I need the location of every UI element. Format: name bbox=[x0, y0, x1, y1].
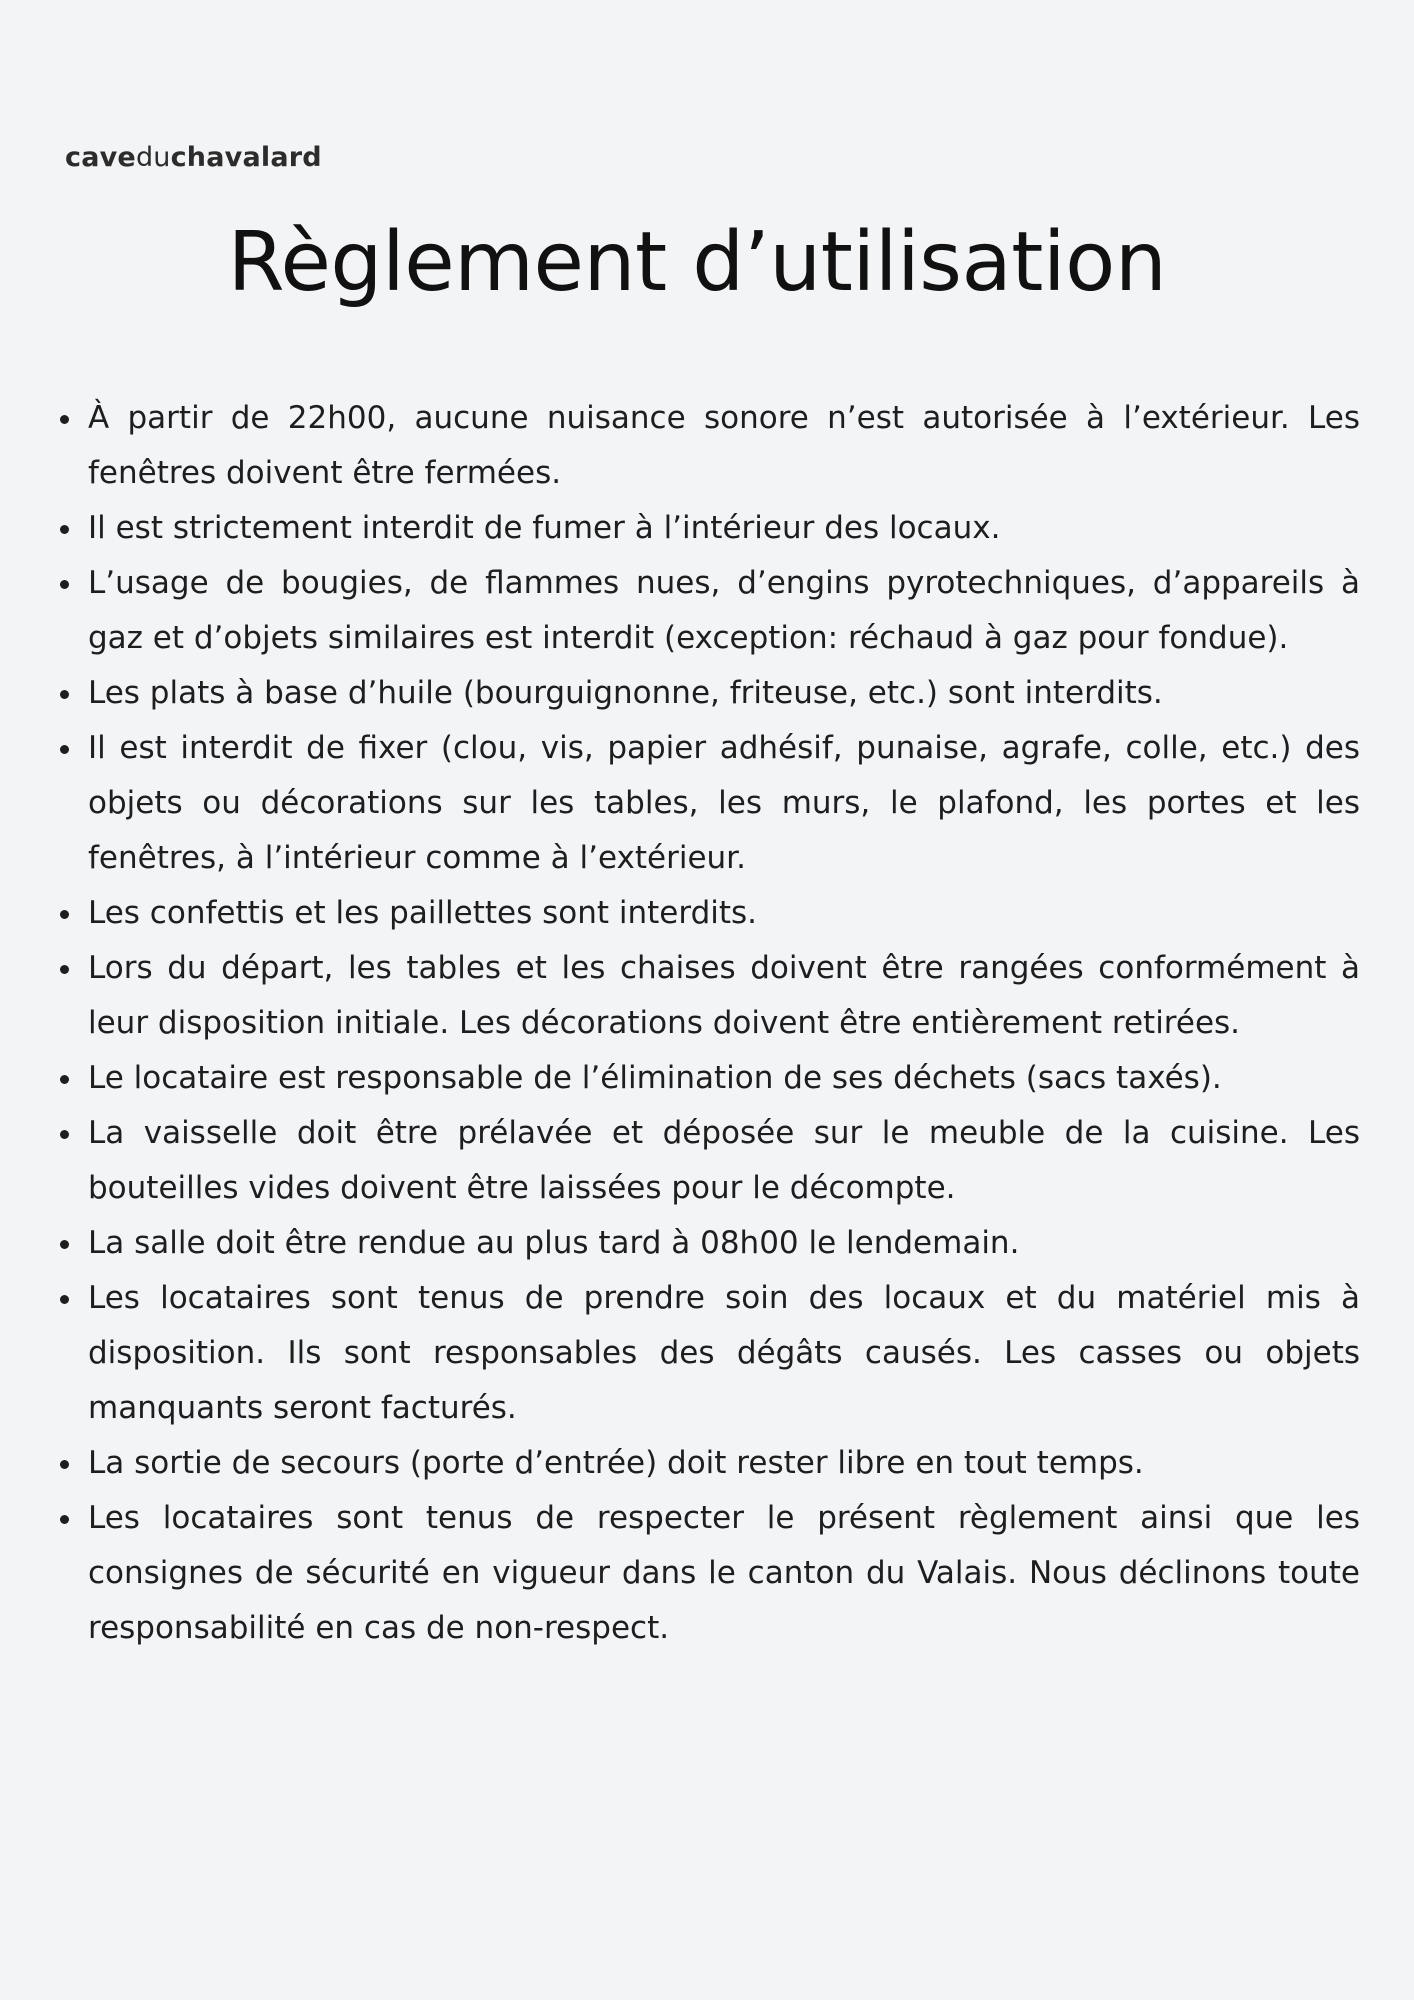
rule-item: Les plats à base d’huile (bourguignonne, friteuse, etc.) sont interdits. bbox=[88, 666, 1360, 721]
logo-roof-graphic bbox=[62, 50, 422, 142]
rule-item: La salle doit être rendue au plus tard à 08h00 le lendemain. bbox=[88, 1216, 1360, 1271]
logo-word-du: du bbox=[135, 142, 171, 173]
logo bbox=[62, 50, 422, 180]
logo-wordmark bbox=[65, 142, 322, 173]
rule-item: À partir de 22h00, aucune nuisance sonore n’est autorisée à l’extérieur. Les fenêtres doivent être fermées. bbox=[88, 391, 1360, 501]
rule-item: Les confettis et les paillettes sont interdits. bbox=[88, 886, 1360, 941]
rule-item: L’usage de bougies, de flammes nues, d’engins pyrotechniques, d’appareils à gaz et d’objets similaires est interdit (exception: réchaud à gaz pour fondue). bbox=[88, 556, 1360, 666]
logo-house-notch-top bbox=[125, 118, 142, 122]
rule-item: Il est interdit de fixer (clou, vis, papier adhésif, punaise, agrafe, colle, etc.) des objets ou décorations sur les tables, les murs, le plafond, les portes et les fenêtres, à l’intérieur comme à l’extérieur. bbox=[88, 721, 1360, 886]
rule-item: Lors du départ, les tables et les chaises doivent être rangées conformément à leur disposition initiale. Les décorations doivent être entièrement retirées. bbox=[88, 941, 1360, 1051]
rules-list bbox=[0, 391, 1414, 1656]
logo-word-chavalard: chavalard bbox=[170, 142, 322, 173]
rule-item: Les locataires sont tenus de prendre soin des locaux et du matériel mis à disposition. Ils sont responsables des dégâts causés. Les casses ou objets manquants seront facturés. bbox=[88, 1271, 1360, 1436]
rule-item: La vaisselle doit être prélavée et déposée sur le meuble de la cuisine. Les bouteilles vides doivent être laissées pour le décompte. bbox=[88, 1106, 1360, 1216]
page-title: Règlement d’utilisation bbox=[227, 215, 1167, 310]
logo-house-notch bbox=[122, 120, 145, 138]
rule-item: Les locataires sont tenus de respecter le présent règlement ainsi que les consignes de sécurité en vigueur dans le canton du Valais. Nous déclinons toute responsabilité en cas de non-respect. bbox=[88, 1491, 1360, 1656]
logo-word-cave: cave bbox=[65, 142, 136, 173]
rule-item: La sortie de secours (porte d’entrée) doit rester libre en tout temps. bbox=[88, 1436, 1360, 1491]
logo-roof-shape bbox=[66, 51, 408, 140]
rule-item: Le locataire est responsable de l’élimination de ses déchets (sacs taxés). bbox=[88, 1051, 1360, 1106]
rule-item: Il est strictement interdit de fumer à l’intérieur des locaux. bbox=[88, 501, 1360, 556]
